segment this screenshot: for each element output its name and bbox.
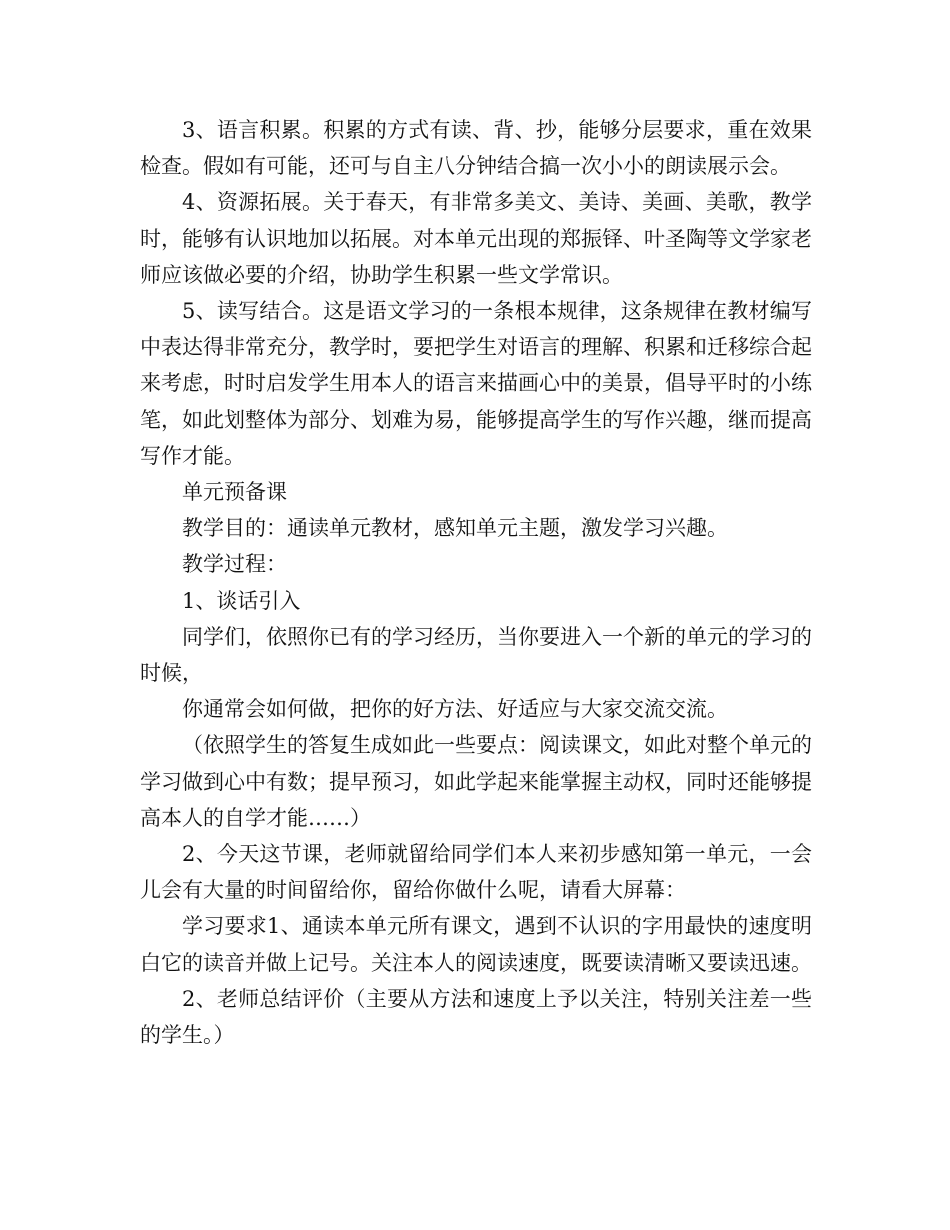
paragraph-key-points: （依照学生的答复生成如此一些要点：阅读课文，如此对整个单元的学习做到心中有数；提早预习，如此学起来能掌握主动权，同时还能够提高本人的自学才能……） xyxy=(140,733,812,830)
paragraph-language-accumulation: 3、语言积累。积累的方式有读、背、抄，能够分层要求，重在效果检查。假如有可能，还可与自主八分钟结合搞一次小小的朗读展示会。 xyxy=(140,118,812,179)
paragraph-reading-writing: 5、读写结合。这是语文学习的一条根本规律，这条规律在教材编写中表达得非常充分，教学时，要把学生对语言的理解、积累和迁移综合起来考虑，时时启发学生用本人的语言来描画心中的美景，倡导平时的小练笔，如此划整体为部分、划难为易，能够提高学生的写作兴趣，继而提高写作才能。 xyxy=(140,299,812,468)
paragraph-study-requirements: 学习要求1、通读本单元所有课文，遇到不认识的字用最快的速度明白它的读音并做上记号。关注本人的阅读速度，既要读清晰又要读迅速。 xyxy=(140,914,812,975)
document-body xyxy=(140,112,812,1053)
paragraph-share-methods: 你通常会如何做，把你的好方法、好适应与大家交流交流。 xyxy=(182,697,728,722)
paragraph-teaching-goal: 教学目的：通读单元教材，感知单元主题，激发学习兴趣。 xyxy=(182,516,728,541)
paragraph-resource-expansion: 4、资源拓展。关于春天，有非常多美文、美诗、美画、美歌，教学时，能够有认识地加以拓展。对本单元出现的郑振铎、叶圣陶等文学家老师应该做必要的介绍，协助学生积累一些文学常识。 xyxy=(140,190,812,287)
paragraph-students-intro: 同学们，依照你已有的学习经历，当你要进入一个新的单元的学习的时候， xyxy=(140,624,812,686)
section-heading-unit-prep: 单元预备课 xyxy=(182,480,287,505)
paragraph-step-2: 2、今天这节课，老师就留给同学们本人来初步感知第一单元，一会儿会有大量的时间留给你，留给你做什么呢，请看大屏幕： xyxy=(140,842,812,903)
paragraph-teacher-summary: 2、老师总结评价（主要从方法和速度上予以关注，特别关注差一些的学生。） xyxy=(140,986,812,1048)
paragraph-step-1: 1、谈话引入 xyxy=(182,588,301,613)
paragraph-teaching-process: 教学过程： xyxy=(182,552,287,577)
